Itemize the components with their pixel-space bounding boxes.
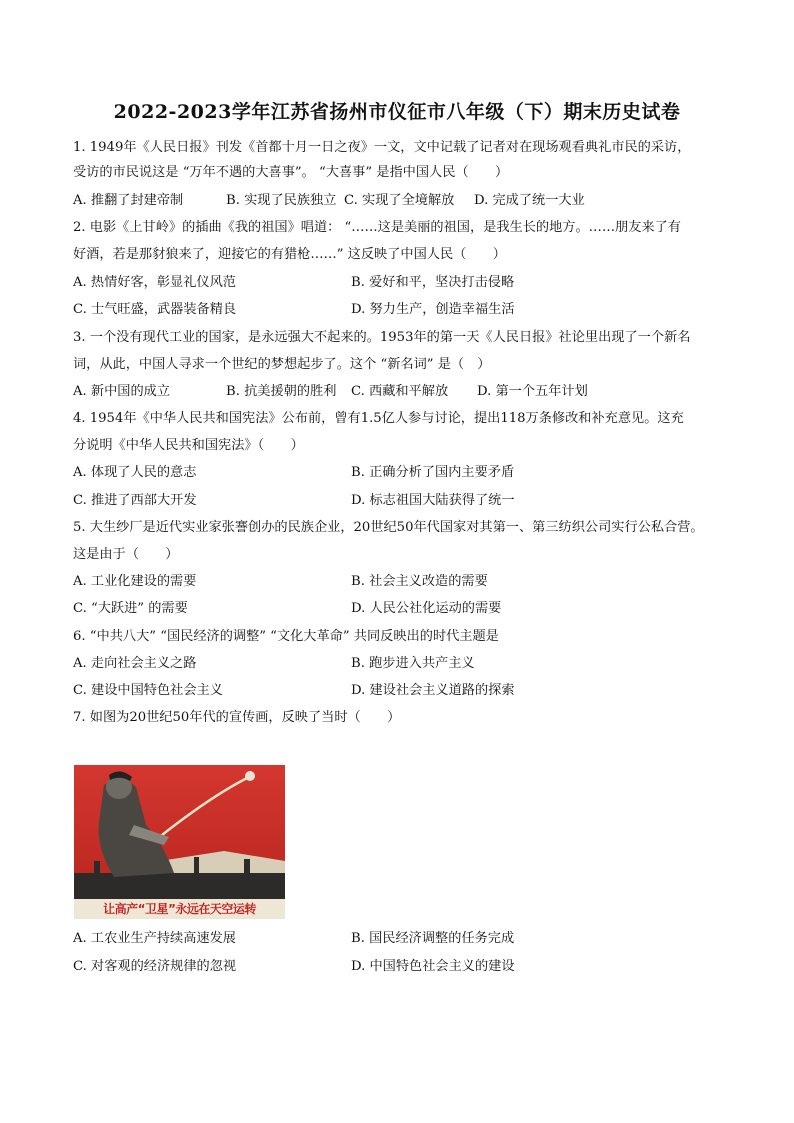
question-3-line-1: 3. 一个没有现代工业的国家，是永远强大不起来的。1953年的第一天《人民日报》社论里出现了一个新名: [73, 330, 691, 345]
q5-option-c: C. “大跃进” 的需要: [73, 601, 188, 616]
q4-option-c: C. 推进了西部大开发: [73, 493, 197, 508]
q2-option-b: B. 爱好和平，坚决打击侵略: [351, 275, 515, 290]
poster-illustration: [74, 765, 285, 899]
q3-option-b: B. 抗美援朝的胜利: [226, 384, 337, 399]
question-5-line-1: 5. 大生纱厂是近代实业家张謇创办的民族企业，20世纪50年代国家对其第一、第三纺织公司实行公私合营。: [73, 520, 704, 535]
question-1-line-2: 受访的市民说这是 “万年不遇的大喜事”。 “大喜事” 是指中国人民（ ）: [73, 165, 509, 180]
q1-option-a: A. 推翻了封建帝制: [73, 193, 184, 208]
question-3-line-2: 词，从此，中国人寻求一个世纪的梦想起步了。这个 “新名词” 是（ ）: [73, 357, 491, 372]
question-5-line-2: 这是由于（ ）: [73, 547, 179, 562]
exam-title: 2022-2023学年江苏省扬州市仪征市八年级（下）期末历史试卷: [113, 101, 681, 123]
factory-silhouette: [74, 873, 285, 899]
q2-option-a: A. 热情好客，彰显礼仪风范: [73, 275, 236, 290]
chimney-shape: [194, 857, 199, 875]
q5-option-d: D. 人民公社化运动的需要: [351, 601, 502, 616]
question-2-line-1: 2. 电影《上甘岭》的插曲《我的祖国》唱道： “……这是美丽的祖国，是我生长的地方。……朋友来了有: [73, 220, 681, 235]
q4-option-d: D. 标志祖国大陆获得了统一: [351, 493, 515, 508]
q3-option-a: A. 新中国的成立: [73, 384, 171, 399]
q7-option-c: C. 对客观的经济规律的忽视: [73, 959, 237, 974]
q6-option-b: B. 跑步进入共产主义: [351, 656, 475, 671]
q4-option-a: A. 体现了人民的意志: [73, 465, 197, 480]
q7-option-a: A. 工农业生产持续高速发展: [73, 931, 236, 946]
question-6-line-1: 6. “中共八大” “国民经济的调整” “文化大革命” 共同反映出的时代主题是: [73, 629, 499, 644]
question-1-line-1: 1. 1949年《人民日报》刊发《首都十月一日之夜》一文，文中记载了记者对在现场观看典礼市民的采访，: [73, 140, 691, 155]
chimney-shape: [94, 861, 100, 875]
q4-option-b: B. 正确分析了国内主要矛盾: [351, 465, 515, 480]
chimney-shape: [244, 859, 250, 875]
satellite-icon: [245, 771, 255, 781]
q6-option-a: A. 走向社会主义之路: [73, 656, 197, 671]
question-7-line-1: 7. 如图为20世纪50年代的宣传画，反映了当时（ ）: [73, 710, 401, 725]
q6-option-c: C. 建设中国特色社会主义: [73, 683, 223, 698]
q2-option-c: C. 士气旺盛，武器装备精良: [73, 302, 237, 317]
q1-option-d: D. 完成了统一大业: [474, 193, 585, 208]
q1-option-b: B. 实现了民族独立: [226, 193, 337, 208]
q3-option-c: C. 西藏和平解放: [351, 384, 449, 399]
q5-option-a: A. 工业化建设的需要: [73, 574, 197, 589]
q7-option-b: B. 国民经济调整的任务完成: [351, 931, 515, 946]
q2-option-d: D. 努力生产，创造幸福生活: [351, 302, 515, 317]
q6-option-d: D. 建设社会主义道路的探索: [351, 683, 515, 698]
question-4-line-1: 4. 1954年《中华人民共和国宪法》公布前，曾有1.5亿人参与讨论，提出118万条修改和补充意见。这充: [73, 411, 684, 426]
question-2-line-2: 好酒，若是那豺狼来了，迎接它的有猎枪……” 这反映了中国人民（ ）: [73, 247, 506, 262]
question-4-line-2: 分说明《中华人民共和国宪法》（ ）: [73, 438, 304, 453]
propaganda-poster-image: [74, 765, 285, 919]
q1-option-c: C. 实现了全境解放: [344, 193, 455, 208]
q7-option-d: D. 中国特色社会主义的建设: [351, 959, 515, 974]
q3-option-d: D. 第一个五年计划: [477, 384, 588, 399]
poster-caption: 让高产“卫星”永远在天空运转: [74, 899, 285, 919]
q5-option-b: B. 社会主义改造的需要: [351, 574, 488, 589]
